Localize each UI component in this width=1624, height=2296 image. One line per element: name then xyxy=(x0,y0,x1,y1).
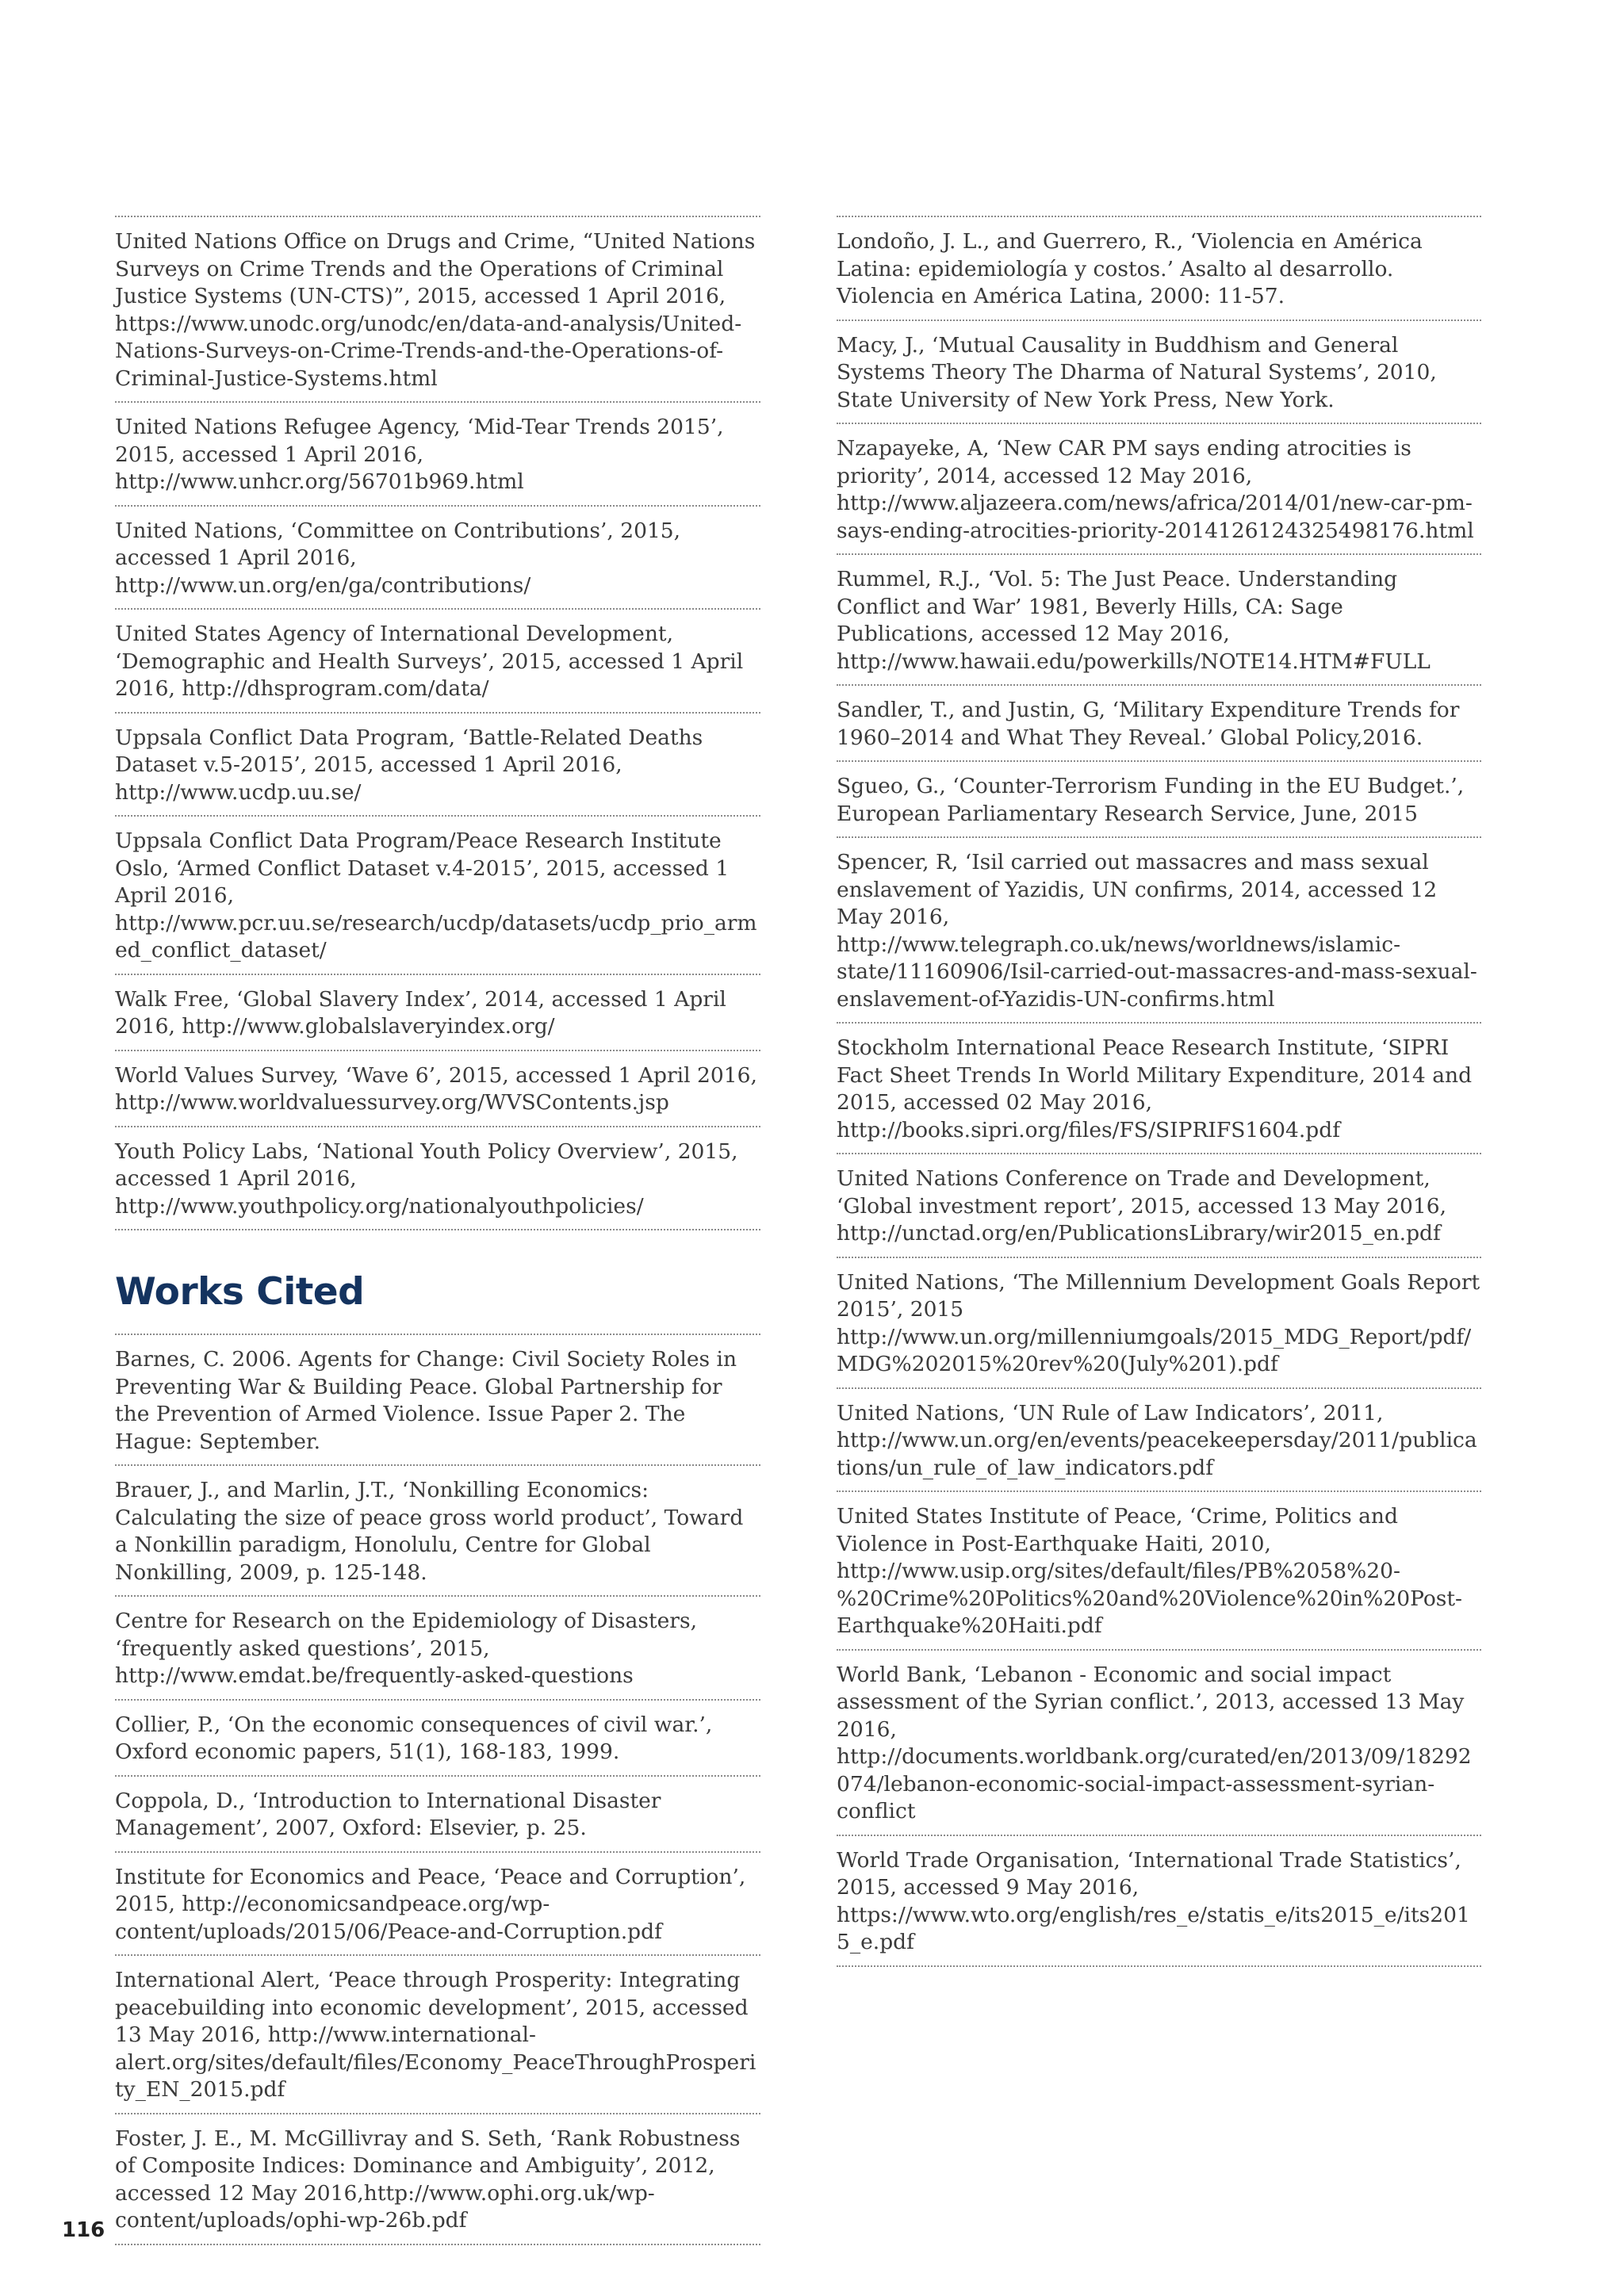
reference-list-top xyxy=(115,216,760,1230)
reference-item: United Nations, ‘UN Rule of Law Indicators’, 2011, http://www.un.org/en/events/peacekeepersday/2011/publications/un_rule_of_law_indicators.pdf xyxy=(837,1387,1481,1491)
reference-item: Londoño, J. L., and Guerrero, R., ‘Violencia en América Latina: epidemiología y costos.’ Asalto al desarrollo. Violencia en América Latina, 2000: 11-57. xyxy=(837,216,1481,320)
left-column xyxy=(115,216,760,2245)
reference-item: Walk Free, ‘Global Slavery Index’, 2014, accessed 1 April 2016, http://www.globalslaveryindex.org/ xyxy=(115,974,760,1050)
reference-item: World Bank, ‘Lebanon - Economic and social impact assessment of the Syrian conflict.’, 2013, accessed 13 May 2016, http://documents.worldbank.org/curated/en/2013/09/18292074/lebanon-economic-social-impact-assessment-syrian-conflict xyxy=(837,1649,1481,1835)
page-number: 116 xyxy=(62,2218,105,2242)
reference-item: Institute for Economics and Peace, ‘Peace and Corruption’, 2015, http://economicsandpeace.org/wp-content/uploads/2015/06/Peace-and-Corruption.pdf xyxy=(115,1851,760,1955)
reference-item: Spencer, R, ‘Isil carried out massacres and mass sexual enslavement of Yazidis, UN confirms, 2014, accessed 12 May 2016, http://www.telegraph.co.uk/news/worldnews/islamic-state/11160906/Isil-carried-out-massacres-and-mass-sexual-enslavement-of-Yazidis-UN-confirms.html xyxy=(837,836,1481,1022)
reference-item: Rummel, R.J., ‘Vol. 5: The Just Peace. Understanding Conflict and War’ 1981, Beverly Hills, CA: Sage Publications, accessed 12 May 2016, http://www.hawaii.edu/powerkills/NOTE14.HTM#FULL xyxy=(837,553,1481,684)
reference-item: Foster, J. E., M. McGillivray and S. Seth, ‘Rank Robustness of Composite Indices: Dominance and Ambiguity’, 2012, accessed 12 May 2016,http://www.ophi.org.uk/wp-content/uploads/ophi-wp-26b.pdf xyxy=(115,2113,760,2245)
reference-item: Sandler, T., and Justin, G, ‘Military Expenditure Trends for 1960–2014 and What They Reveal.’ Global Policy,2016. xyxy=(837,684,1481,760)
reference-item: World Trade Organisation, ‘International Trade Statistics’, 2015, accessed 9 May 2016, https://www.wto.org/english/res_e/statis_e/its2015_e/its2015_e.pdf xyxy=(837,1835,1481,1967)
reference-item: United Nations Refugee Agency, ‘Mid-Tear Trends 2015’, 2015, accessed 1 April 2016, http://www.unhcr.org/56701b969.html xyxy=(115,401,760,505)
reference-item: Uppsala Conflict Data Program/Peace Research Institute Oslo, ‘Armed Conflict Dataset v.4-2015’, 2015, accessed 1 April 2016, http://www.pcr.uu.se/research/ucdp/datasets/ucdp_prio_armed_conflict_dataset/ xyxy=(115,815,760,974)
works-cited-list xyxy=(115,1334,760,2245)
reference-item: United States Agency of International Development, ‘Demographic and Health Surveys’, 2015, accessed 1 April 2016, http://dhsprogram.com/data/ xyxy=(115,608,760,712)
reference-item: Uppsala Conflict Data Program, ‘Battle-Related Deaths Dataset v.5-2015’, 2015, accessed 1 April 2016, http://www.ucdp.uu.se/ xyxy=(115,712,760,816)
reference-item: International Alert, ‘Peace through Prosperity: Integrating peacebuilding into economic development’, 2015, accessed 13 May 2016, http://www.international-alert.org/sites/default/files/Economy_PeaceThroughProsperity_EN_2015.pdf xyxy=(115,1954,760,2113)
reference-item: Nzapayeke, A, ‘New CAR PM says ending atrocities is priority’, 2014, accessed 12 May 2016, http://www.aljazeera.com/news/africa/2014/01/new-car-pm-says-ending-atrocities-priority-2014126124325498176.html xyxy=(837,423,1481,553)
section-heading-works-cited: Works Cited xyxy=(115,1270,365,1314)
reference-item: Youth Policy Labs, ‘National Youth Policy Overview’, 2015, accessed 1 April 2016, http://www.youthpolicy.org/nationalyouthpolicies/ xyxy=(115,1126,760,1231)
reference-item: United Nations, ‘Committee on Contributions’, 2015, accessed 1 April 2016, http://www.un.org/en/ga/contributions/ xyxy=(115,505,760,609)
reference-item: Centre for Research on the Epidemiology of Disasters, ‘frequently asked questions’, 2015, http://www.emdat.be/frequently-asked-questions xyxy=(115,1595,760,1699)
right-column xyxy=(837,216,1481,1967)
reference-item: World Values Survey, ‘Wave 6’, 2015, accessed 1 April 2016, http://www.worldvaluessurvey.org/WVSContents.jsp xyxy=(115,1050,760,1126)
reference-item: United Nations, ‘The Millennium Development Goals Report 2015’, 2015 http://www.un.org/millenniumgoals/2015_MDG_Report/pdf/MDG%202015%20rev%20(July%201).pdf xyxy=(837,1257,1481,1387)
reference-item: United Nations Office on Drugs and Crime, “United Nations Surveys on Crime Trends and the Operations of Criminal Justice Systems (UN-CTS)”, 2015, accessed 1 April 2016, https://www.unodc.org/unodc/en/data-and-analysis/United-Nations-Surveys-on-Crime-Trends-and-the-Operations-of-Criminal-Justice-Systems.html xyxy=(115,216,760,401)
reference-item: United States Institute of Peace, ‘Crime, Politics and Violence in Post-Earthquake Haiti, 2010, http://www.usip.org/sites/default/files/PB%2058%20-%20Crime%20Politics%20and%20Violence%20in%20Post-Earthquake%20Haiti.pdf xyxy=(837,1490,1481,1649)
reference-item: Coppola, D., ‘Introduction to International Disaster Management’, 2007, Oxford: Elsevier, p. 25. xyxy=(115,1775,760,1851)
reference-item: Collier, P., ‘On the economic consequences of civil war.’, Oxford economic papers, 51(1), 168-183, 1999. xyxy=(115,1699,760,1775)
reference-item: Sgueo, G., ‘Counter-Terrorism Funding in the EU Budget.’, European Parliamentary Research Service, June, 2015 xyxy=(837,760,1481,836)
reference-item: Stockholm International Peace Research Institute, ‘SIPRI Fact Sheet Trends In World Military Expenditure, 2014 and 2015, accessed 02 May 2016, http://books.sipri.org/files/FS/SIPRIFS1604.pdf xyxy=(837,1022,1481,1153)
reference-item: United Nations Conference on Trade and Development, ‘Global investment report’, 2015, accessed 13 May 2016, http://unctad.org/en/PublicationsLibrary/wir2015_en.pdf xyxy=(837,1153,1481,1257)
reference-item: Brauer, J., and Marlin, J.T., ‘Nonkilling Economics: Calculating the size of peace gross world product’, Toward a Nonkillin paradigm, Honolulu, Centre for Global Nonkilling, 2009, p. 125-148. xyxy=(115,1464,760,1595)
reference-item: Barnes, C. 2006. Agents for Change: Civil Society Roles in Preventing War & Building Peace. Global Partnership for the Prevention of Armed Violence. Issue Paper 2. The Hague: September. xyxy=(115,1334,760,1464)
reference-item: Macy, J., ‘Mutual Causality in Buddhism and General Systems Theory The Dharma of Natural Systems’, 2010, State University of New York Press, New York. xyxy=(837,320,1481,423)
